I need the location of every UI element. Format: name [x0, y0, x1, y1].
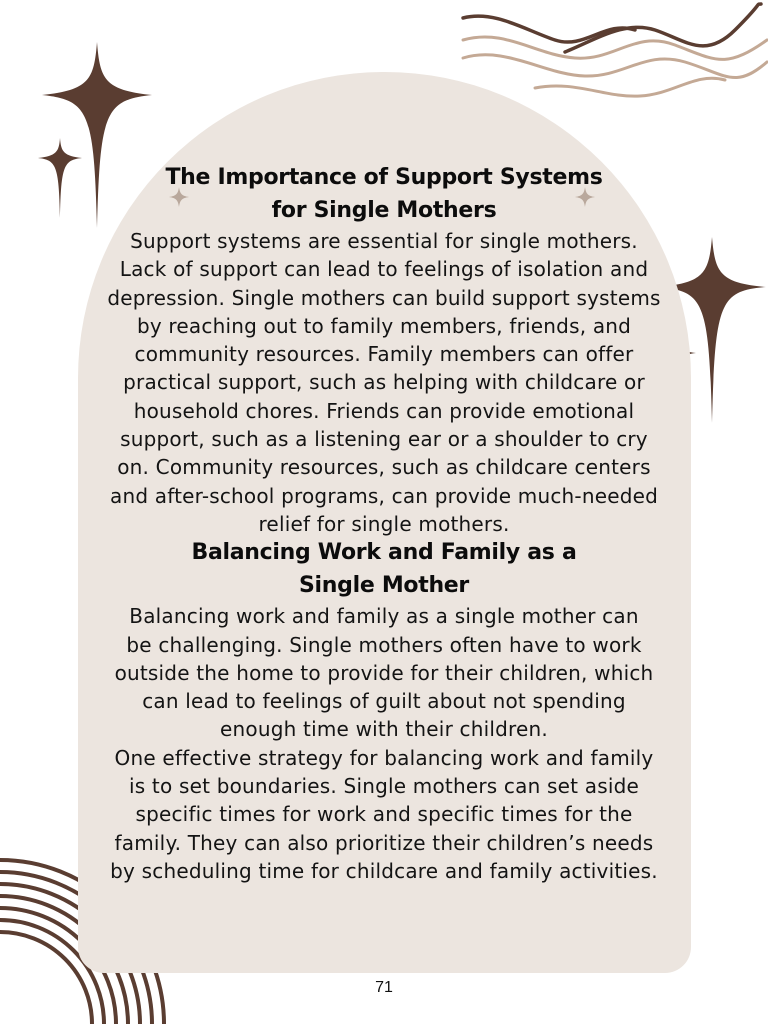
page-number: 71: [375, 979, 393, 996]
section-heading-support-systems: The Importance of Support Systems for Single Mothers: [165, 165, 603, 223]
section-body-work-family-1: Balancing work and family as a single mother can be challenging. Single mothers often have to work outside the home to provide for their children, which can lead to feelings of guilt about not spending enough time with their children.: [114, 604, 654, 742]
section-body-support-systems: Support systems are essential for single mothers. Lack of support can lead to feelings of isolation and depression. Single mothers can build support systems by reaching out to family members, friends, and community resources. Family members can offer practical support, such as helping with childcare or household chores. Friends can provide emotional support, such as a listening ear or a shoulder to cry on. Community resources, such as childcare centers and after-school programs, can provide much-needed relief for single mothers.: [107, 229, 661, 536]
section-heading-work-family: Balancing Work and Family as a Single Mother: [191, 540, 577, 599]
wave-lines-decoration: [455, 0, 768, 110]
main-content: [96, 161, 672, 885]
section-body-work-family-2: One effective strategy for balancing work and family is to set boundaries. Single mothers can set aside specific times for work and specific times for the family. They can also prioritize their children’s needs by scheduling time for childcare and family activities.: [110, 745, 658, 883]
